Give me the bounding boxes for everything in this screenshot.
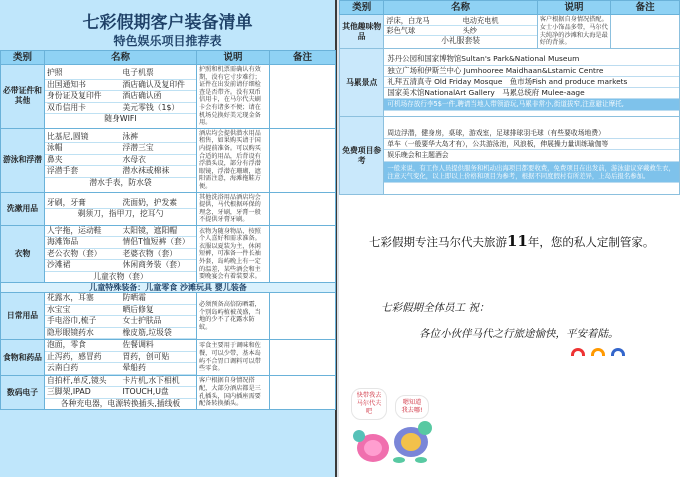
sight-item: 国家美术馆NationalArt Gallery 马累总统府 Mulee-aage (384, 88, 679, 99)
greeting-line: 七彩假期全体员工 祝： (381, 302, 490, 314)
list-item: 各种充电器，电源转换插头,插线板 (60, 398, 181, 408)
list-item: 电动充电机 (461, 16, 537, 26)
checklist-body (1, 65, 336, 410)
col-name: 名称 (384, 1, 537, 15)
checklist-table (0, 50, 336, 410)
free-item: 单车（一般要华大岛才有），公共游泳池，风浪板，伸展操力量训练瑜伽等 (384, 139, 679, 150)
table-row (1, 375, 336, 410)
list-item: 胃药，创可贴 (121, 352, 197, 364)
list-item: 双币信用卡 (45, 103, 121, 115)
list-item: 女士护肤品 (121, 316, 197, 328)
note-cell (611, 15, 680, 49)
promo-text-a: 七彩假期专注马尔代夫旅游 (369, 235, 507, 249)
note-cell (270, 192, 336, 225)
items-cell (45, 192, 197, 225)
list-item: 太阳镜，遮阳帽 (121, 226, 197, 238)
list-item: 花露水，耳塞 (45, 293, 121, 305)
list-item: 隐形眼镜药水 (45, 328, 121, 340)
list-item: 卡片机,水下相机 (121, 376, 197, 388)
col-name: 名称 (45, 51, 197, 65)
wish-line: 各位小伙伴马代之行旅途愉快，平安着陆。 (419, 328, 619, 340)
list-item: 身份证及复印件 (45, 91, 121, 103)
rainbow-icon (571, 348, 585, 356)
free-item: 周边浮潜，健身房，桌球，游戏室，足球排球羽毛球（有些要收场地费） (384, 128, 679, 139)
list-item: 比基尼,圆镜 (45, 132, 121, 144)
table-row (1, 340, 336, 376)
list-item: 三脚架,IPAD (45, 387, 121, 399)
promo-years: 11 (507, 232, 528, 250)
category-cell: 游泳和浮潜 (1, 128, 45, 192)
list-item: 佐餐调料 (121, 340, 197, 352)
desc-cell: 酒店均会提供潜水用品租售，如果购买请于国内提前准备。可以购买合适的用品，后背设有浮潜头设，部分有浮潜眼镜，浮潜在珊瑚，遮阳需注意，海滩拖鞋方便。 (197, 128, 270, 192)
desc-cell: 零食主要用于调味和佐餐，可以少带，基本岛屿不合胃口调料可以带些零食。 (197, 340, 270, 376)
category-cell: 日常用品 (1, 293, 45, 340)
table-row (1, 293, 336, 340)
page-title: 七彩假期客户装备清单 (82, 13, 253, 33)
desc-cell: 其他洗浴用品酒店均会提供，马代根据环保的理念，牙刷，牙膏一般不提供牙膏牙刷。 (197, 192, 270, 225)
list-item: 酒店确认及复印件 (121, 80, 197, 92)
list-item: 潜水袜或棉袜 (121, 166, 197, 178)
free-cell (384, 117, 680, 195)
list-item: 晒后修复 (121, 305, 197, 317)
desc-cell: 客户根据自身情况搭配，大部分酒店都是三孔插头，国内插座需要配备转换插头。 (197, 375, 270, 410)
rainbow-icon (611, 348, 625, 356)
turtle-illustration (347, 408, 437, 474)
list-item: 晕船药 (121, 363, 197, 375)
table-row (1, 128, 336, 192)
speech-bubble: 快带我去马尔代夫吧 (351, 388, 387, 420)
category-cell: 马累景点 (340, 49, 384, 117)
list-item: 手电浴巾,梳子 (45, 316, 121, 328)
banner-row (1, 283, 336, 293)
right-page (339, 0, 680, 477)
category-cell: 食物和药品 (1, 340, 45, 376)
col-category: 类别 (1, 51, 45, 65)
list-item: 小礼服套装 (441, 36, 481, 46)
list-item: 泳帽 (45, 143, 121, 155)
promo-text-b: 年，您的私人定制管家。 (527, 235, 655, 249)
col-desc: 说明 (537, 1, 611, 15)
promo-message (369, 232, 654, 250)
items-cell (45, 225, 197, 283)
list-item: 电子机票 (121, 68, 197, 80)
free-note: 一般来说，有工作人员提供服务和机动出海项目都要收费，免费项目在出发前，游泳建议穿戴救生衣，注意天气变化，以上即以上价格和项目为参考，根据不同度假村有所差异，上岛后报名参加。 (384, 162, 679, 183)
desc-cell: 客户根据自身情况搭配。女士小饰品多带，马尔代夫纯净的沙滩和大海是最好的背景。 (537, 15, 611, 49)
sight-item: 苏丹公园和国家博物馆Sultan's Park&National Museum (384, 54, 679, 65)
table-row (1, 65, 336, 129)
list-item: ITOUCH,U盘 (121, 387, 197, 399)
table-row (1, 192, 336, 225)
list-item: 防晒霜 (121, 293, 197, 305)
note-cell (270, 225, 336, 283)
free-item: 娱乐晚会和主题酒会 (384, 150, 679, 161)
list-item: 云南白药 (45, 363, 121, 375)
items-cell (45, 65, 197, 129)
table-row (1, 225, 336, 283)
list-item: 老公衣物（套） (45, 249, 121, 261)
list-item: 水宝宝 (45, 305, 121, 317)
items-cell (45, 340, 197, 376)
sights-cell (384, 49, 680, 117)
items-cell (45, 128, 197, 192)
list-item: 头纱 (461, 26, 537, 36)
list-item: 牙刷，牙膏 (45, 198, 121, 210)
list-item: 情侣T恤短裤（套） (121, 237, 197, 249)
category-cell: 必带证件和其他 (1, 65, 45, 129)
page-subtitle: 特色娱乐项目推荐表 (113, 34, 222, 48)
list-item: 自拍杆,单反,镜头 (45, 376, 121, 388)
list-item: 随身WIFI (104, 114, 137, 124)
items-cell (45, 293, 197, 340)
list-item: 彩色气球 (384, 26, 460, 36)
list-item: 洗面奶，护发素 (121, 198, 197, 210)
items-cell (384, 15, 537, 49)
list-item: 止泻药，感冒药 (45, 352, 121, 364)
activities-table (339, 0, 680, 195)
list-item: 鼻夹 (45, 155, 121, 167)
list-item: 老婆衣物（套） (121, 249, 197, 261)
list-item: 休闲商务装（套） (121, 260, 197, 272)
sight-note: 可机场存放行李5$一件,聘请当地人带领游玩,马累非常小,街道拔窄,注意避让摩托, (384, 99, 679, 110)
list-item: 沙滩裙 (45, 260, 121, 272)
note-cell (270, 375, 336, 410)
list-item: 酒店确认函 (121, 91, 197, 103)
speech-bubble: 嗯知道我去哪! (395, 395, 429, 419)
category-cell: 免费项目参考 (340, 117, 384, 195)
list-item: 海滩饰品 (45, 237, 121, 249)
list-item: 浮潜三宝 (121, 143, 197, 155)
list-item: 人字拖，运动鞋 (45, 226, 121, 238)
desc-cell: 必须预备高倍防晒霜，个别岛屿植被茂盛，当地的少不了花露水防蚊。 (197, 293, 270, 340)
note-cell (270, 65, 336, 129)
col-desc: 说明 (197, 51, 270, 65)
category-cell: 数码电子 (1, 375, 45, 410)
list-item: 剃须刀，指甲刀，挖耳勺 (77, 209, 164, 219)
col-category: 类别 (340, 1, 384, 15)
list-item: 浮床，白龙马 (384, 16, 460, 26)
list-item: 潜水手表，防水袋 (89, 177, 152, 187)
list-item: 护照 (45, 68, 121, 80)
category-cell: 衣物 (1, 225, 45, 283)
list-item: 出国通知书 (45, 80, 121, 92)
desc-cell: 护照和机票需确认有效期，没有它寸步难行；证件在出发前请仔细检查是否带齐。没有双币信用卡，在马尔代夫刷卡会有诸多不便；请在机场兑换好美元现金备用。 (197, 65, 270, 129)
list-item: 泳裤 (121, 132, 197, 144)
col-note: 备注 (270, 51, 336, 65)
note-cell (270, 293, 336, 340)
desc-cell: 衣物为随身物品，按照个人喜好和需求准备。衣服以夏装为主，休闲短裤，可准备一件长袖外套，岛屿晚上有一定的温差，某些酒会和主要晚宴会有着装要求。 (197, 225, 270, 283)
list-item: 水母衣 (121, 155, 197, 167)
items-cell (45, 375, 197, 410)
note-cell (270, 340, 336, 376)
list-item: 浮潜手套 (45, 166, 121, 178)
note-cell (270, 128, 336, 192)
list-item: 橡皮筋,垃圾袋 (121, 328, 197, 340)
list-item: 儿童衣物（套） (93, 271, 148, 281)
sight-item: 独立广场和伊斯兰中心 Jumhooree Maidhaan&Lstamic Centre (384, 66, 679, 77)
category-cell: 其他趣味物品 (340, 15, 384, 49)
col-note: 备注 (611, 1, 680, 15)
left-page (0, 0, 337, 477)
list-item: 泡面，零食 (45, 340, 121, 352)
category-cell: 洗漱用品 (1, 192, 45, 225)
kids-banner: 儿童特殊装备：儿童零食 沙滩玩具 婴儿装备 (1, 283, 336, 293)
list-item: 美元零钱（1$） (121, 103, 197, 115)
rainbow-icon (591, 348, 605, 356)
sight-item: 礼拜五清真寺 Old Friday Mosque 鱼市场Fish and produce markets (384, 77, 679, 88)
